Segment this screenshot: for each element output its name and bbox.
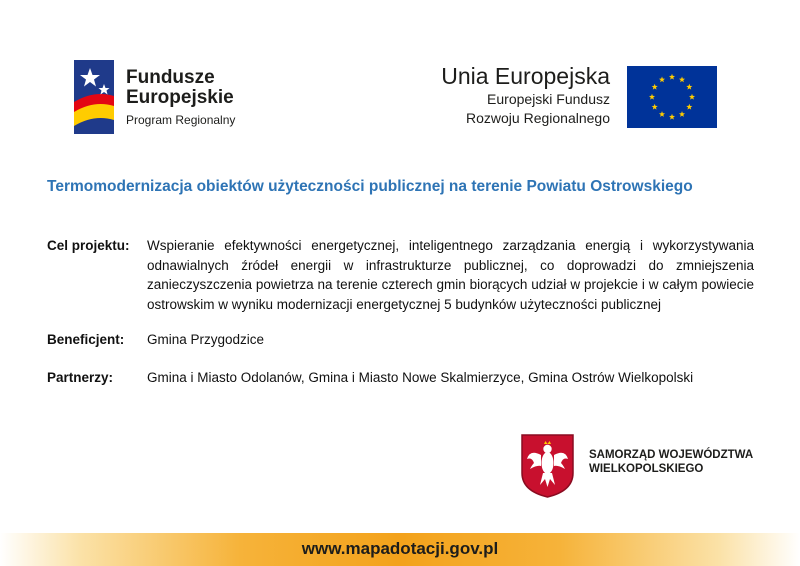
field-value: Gmina Przygodzice — [147, 332, 265, 347]
fundusze-line3: Program Regionalny — [126, 113, 236, 127]
field-label: Beneficjent: — [47, 332, 125, 347]
unia-line3: Rozwoju Regionalnego — [466, 110, 610, 126]
field-label: Cel projektu: — [47, 238, 130, 253]
field-value: Gmina i Miasto Odolanów, Gmina i Miasto Nowe Skalmierzyce, Gmina Ostrów Wielkopolski — [147, 370, 694, 385]
unia-europejska-text — [440, 62, 610, 128]
field-value: Wspieranie efektywności energetycznej, inteligentnego zarządzania energią i wykorzystywania odnawialnych źródeł energii w infrastrukturze publicznej, co doprowadzi do zmniejszenia zanieczyszczenia powietrza na terenie czterech gmin biorących udział w projekcie i w całym powiecie ostrowskim w wyniku modernizacji energetycznej 5 budynków użyteczności publicznej — [147, 238, 754, 312]
unia-title: Unia Europejska — [441, 63, 610, 89]
eagle-shield-icon — [520, 433, 575, 499]
fundusze-line2: Europejskie — [126, 87, 234, 108]
unia-line2: Europejski Fundusz — [487, 91, 610, 107]
fundusze-line1: Fundusze — [126, 67, 215, 88]
samorzad-line2: WIELKOPOLSKIEGO — [589, 463, 704, 475]
eu-flag-icon — [627, 66, 717, 128]
footer-url-link[interactable]: www.mapadotacji.gov.pl — [301, 539, 499, 558]
project-title: Termomodernizacja obiektów użyteczności publicznej na terenie Powiatu Ostrowskiego — [47, 178, 693, 195]
footer-bar — [0, 533, 800, 566]
fundusze-europejskie-logo — [74, 60, 274, 134]
samorzad-line1: SAMORZĄD WOJEWÓDZTWA — [589, 449, 754, 461]
field-label: Partnerzy: — [47, 370, 114, 385]
fundusze-flag-icon — [74, 60, 114, 134]
samorzad-logo — [520, 433, 760, 499]
